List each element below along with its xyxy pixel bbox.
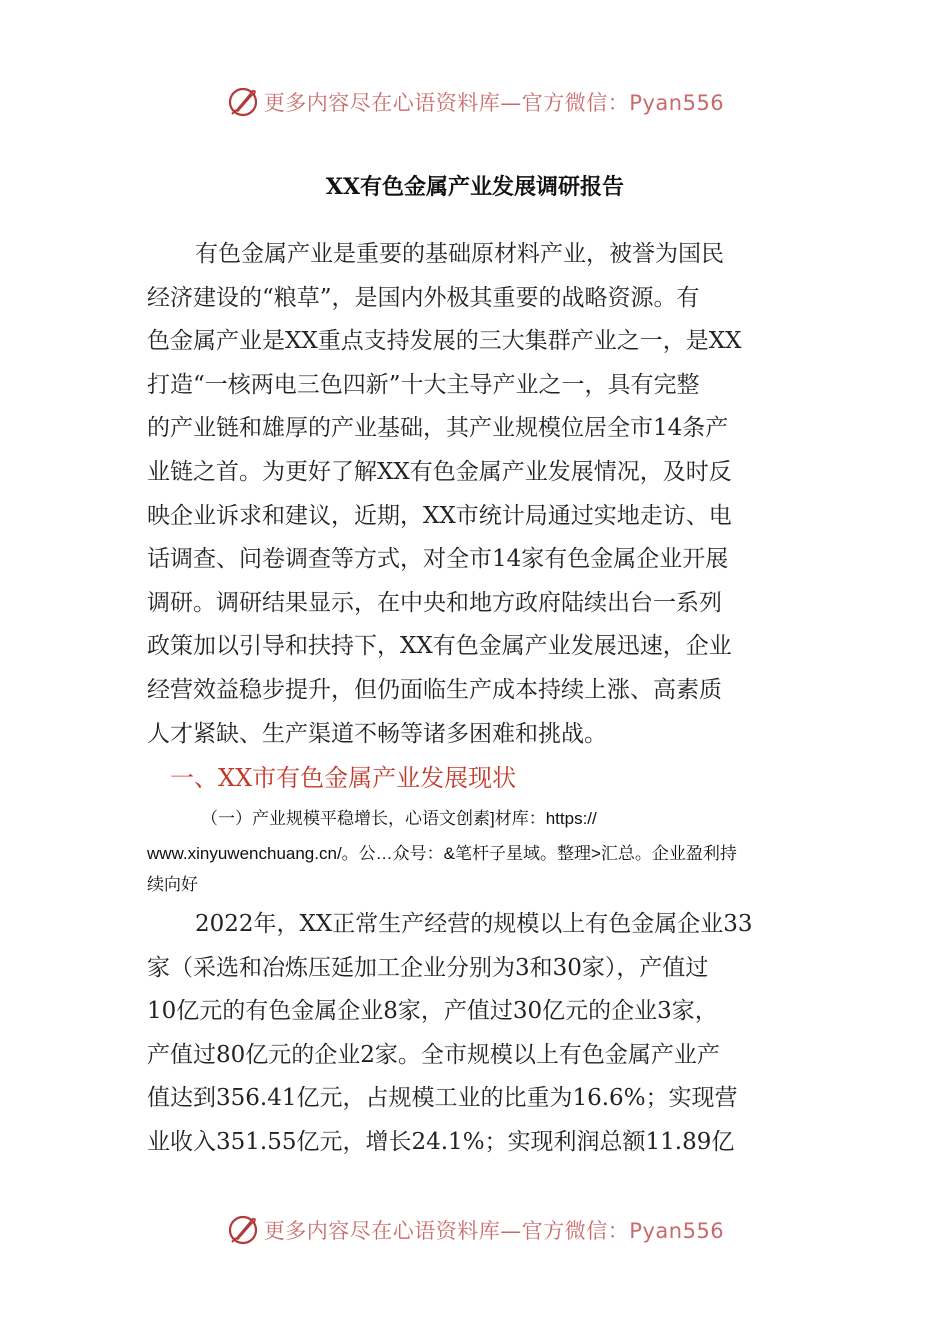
subheading-block: [147, 804, 807, 904]
watermark-banner-bottom: [0, 1210, 950, 1250]
paragraph-line: 业链之首。为更好了解XX有色金属产业发展情况，及时反: [147, 458, 732, 485]
section-heading: 一、XX市有色金属产业发展现状: [170, 764, 517, 792]
paragraph-line: 的产业链和雄厚的产业基础，其产业规模位居全市14条产: [147, 415, 729, 442]
paragraph-line: 政策加以引导和扶持下，XX有色金属产业发展迅速，企业: [147, 633, 732, 660]
paragraph-line: 调研。调研结果显示，在中央和地方政府陆续出台一系列: [147, 589, 722, 616]
watermark-text: 更多内容尽在心语资料库—官方微信：Pyan556: [263, 91, 725, 115]
paragraph-line: 产值过80亿元的企业2家。全市规模以上有色金属产业产: [147, 1041, 720, 1068]
paragraph-line: 2022年，XX正常生产经营的规模以上有色金属企业33: [195, 911, 753, 937]
paragraph-line: 家（采选和冶炼压延加工企业分别为3和30家），产值过: [147, 954, 709, 981]
paragraph-line: 打造“一核两电三色四新”十大主导产业之一，具有完整: [147, 371, 700, 398]
paragraph-line: 有色金属产业是重要的基础原材料产业，被誉为国民: [195, 241, 724, 267]
subheading-line: 续向好: [147, 875, 198, 894]
paragraph-line: 人才紧缺、生产渠道不畅等诸多困难和挑战。: [147, 720, 607, 747]
paragraph-line: 经营效益稳步提升，但仍面临生产成本持续上涨、高素质: [147, 676, 722, 703]
paragraph-line: 业收入351.55亿元，增长24.1%；实现利润总额11.89亿: [147, 1128, 735, 1155]
paragraph-line: 话调查、问卷调查等方式，对全市14家有色金属企业开展: [147, 546, 729, 573]
watermark-banner-top: [0, 82, 950, 122]
paragraph-line: 经济建设的“粮草”，是国内外极其重要的战略资源。有: [147, 284, 700, 311]
stats-paragraph: [147, 903, 803, 1165]
document-title: XX有色金属产业发展调研报告: [325, 174, 625, 200]
paragraph-line: 色金属产业是XX重点支持发展的三大集群产业之一，是XX: [147, 328, 742, 355]
watermark-text: 更多内容尽在心语资料库—官方微信：Pyan556: [263, 1219, 725, 1243]
paragraph-line: 映企业诉求和建议，近期，XX市统计局通过实地走访、电: [147, 502, 732, 529]
paragraph-line: 值达到356.41亿元，占规模工业的比重为16.6%；实现营: [147, 1085, 738, 1112]
intro-paragraph: [147, 233, 803, 756]
subheading-line: www.xinyuwenchuang.cn/。公…众号：&笔杆子星域。整理>汇总。企业盈利持: [147, 844, 737, 863]
quill-logo-icon: [226, 1213, 260, 1247]
quill-logo-icon: [226, 85, 260, 119]
paragraph-line: 10亿元的有色金属企业8家，产值过30亿元的企业3家，: [147, 998, 718, 1025]
subheading-line: （一）产业规模平稳增长，心语文创素]材库：https://: [201, 809, 597, 828]
